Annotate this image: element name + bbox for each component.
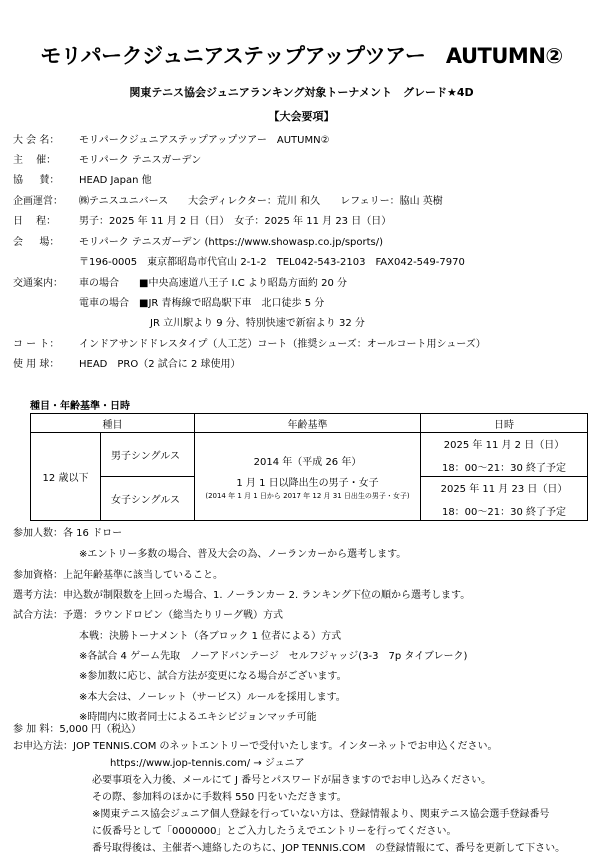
- info-org-row: [13, 192, 443, 207]
- event-cell: 男子シングルス: [101, 433, 195, 477]
- table-caption: 種目・年齢基準・日時: [30, 401, 130, 412]
- age-note: (2014 年 1 月 1 日から 2017 年 12 月 31 日出生の男子・女子): [205, 491, 410, 500]
- info-access-row: [13, 274, 347, 289]
- info-value: ㈱テニスユニバース 大会ディレクター：荒川 和久 レフェリー：脇山 英樹: [79, 196, 443, 207]
- info-venue-row: [13, 233, 383, 248]
- date-line: 2025 年 11 月 2 日（日）: [443, 439, 565, 451]
- age-criteria-cell: [195, 433, 421, 521]
- table-row: [31, 433, 588, 477]
- detail-format-row: [13, 606, 283, 621]
- detail-value: 予選：ラウンドロビン（総当たりリーグ戦）方式: [63, 610, 283, 621]
- count-note: ※エントリー多数の場合、普及大会の為、ノーランカーから選考します。: [79, 549, 407, 560]
- detail-label: 参加人数：: [13, 528, 63, 539]
- table-header: 年齢基準: [195, 414, 421, 433]
- detail-count-row: [13, 524, 122, 539]
- info-value: 男子：2025 年 11 月 2 日（日） 女子：2025 年 11 月 23 日（日）: [79, 216, 392, 227]
- info-court-row: [13, 335, 486, 350]
- schedule-table: [30, 413, 588, 521]
- time-line: 18：00～21：30 終了予定: [441, 462, 567, 474]
- info-label: コ ー ト：: [13, 339, 60, 350]
- info-value: 車の場合 ■中央高速道八王子 I.C より昭島方面約 20 分: [79, 278, 347, 289]
- date-cell: [421, 477, 588, 521]
- detail-label: お申込方法：: [13, 741, 73, 752]
- info-ball-row: [13, 355, 241, 370]
- apply-step-1: 必要事項を入力後、メールにて J 番号とパスワードが届きますのでお申し込みください。: [92, 775, 492, 786]
- age-group-cell: 12 歳以下: [31, 433, 101, 521]
- format-note-3: ※本大会は、ノーレット（サービス）ルールを採用します。: [79, 692, 346, 703]
- page-title: モリパークジュニアステップアップツアー AUTUMN②: [40, 44, 563, 68]
- age-line-1: 2014 年（平成 26 年）: [253, 456, 362, 468]
- detail-value: JOP TENNIS.COM のネットエントリーで受付いたします。インターネットでお申込ください。: [73, 741, 498, 752]
- apply-step-4: に仮番号として「0000000」とご入力したうえでエントリーを行ってください。: [92, 826, 457, 837]
- date-line: 2025 年 11 月 23 日（日）: [440, 483, 568, 495]
- info-label: 使 用 球：: [13, 359, 60, 370]
- info-sponsor-row: [13, 171, 152, 186]
- section-heading: 【大会要項】: [268, 110, 335, 123]
- detail-qual-row: [13, 566, 223, 581]
- detail-fee-row: [13, 720, 141, 735]
- detail-label: 選考方法：: [13, 590, 63, 601]
- info-value: インドアサンドドレスタイプ（人工芝）コート（推奨シューズ：オールコート用シューズ）: [79, 339, 486, 350]
- detail-label: 試合方法：: [13, 610, 63, 621]
- apply-step-2: その際、参加料のほかに手数料 550 円をいただきます。: [92, 792, 347, 803]
- table-header: 種目: [31, 414, 195, 433]
- detail-value: 上記年齢基準に該当していること。: [63, 570, 223, 581]
- info-value: モリパークジュニアステップアップツアー AUTUMN②: [79, 135, 330, 146]
- info-value: モリパーク テニスガーデン (https://www.showasp.co.jp/sports/): [79, 237, 384, 248]
- info-date-row: [13, 212, 391, 227]
- venue-address: 〒196-0005 東京都昭島市代官山 2-1-2 TEL042-543-2103 FAX042-549-7970: [79, 257, 465, 268]
- info-label: 企画運営：: [13, 196, 63, 207]
- detail-select-row: [13, 586, 470, 601]
- age-line-2: 1 月 1 日以降出生の男子・女子: [236, 477, 379, 489]
- format-note-1: ※各試合 4 ゲーム先取 ノーアドバンテージ セルフジャッジ(3-3 7p タイブレーク): [79, 651, 468, 662]
- info-label: 協 賛：: [13, 175, 60, 186]
- info-value: モリパーク テニスガーデン: [79, 155, 202, 166]
- time-line: 18：00～21：30 終了予定: [441, 506, 567, 518]
- access-train-2: JR 立川駅より 9 分、特別快速で新宿より 32 分: [150, 318, 365, 329]
- event-cell: 女子シングルス: [101, 477, 195, 521]
- table-header: 日時: [421, 414, 588, 433]
- info-label: 主 催：: [13, 155, 57, 166]
- apply-url: https://www.jop-tennis.com/ → ジュニア: [110, 758, 305, 769]
- detail-value: 5,000 円（税込）: [59, 724, 142, 735]
- apply-step-5: 番号取得後は、主催者へ連絡したのちに、JOP TENNIS.COM の登録情報にて、番号を更新して下さい。: [92, 843, 566, 854]
- detail-value: 申込数が制限数を上回った場合、1. ノーランカー 2. ランキング下位の順から選考します。: [63, 590, 471, 601]
- info-label: 大 会 名：: [13, 135, 60, 146]
- apply-step-3: ※関東テニス協会ジュニア個人登録を行っていない方は、登録情報より、関東テニス協会選手登録番号: [92, 809, 550, 820]
- table-header-row: [31, 414, 588, 433]
- date-cell: [421, 433, 588, 477]
- info-name-row: [13, 131, 330, 146]
- info-label: 交通案内：: [13, 278, 63, 289]
- info-value: HEAD PRO（2 試合に 2 球使用）: [79, 359, 241, 370]
- info-label: 日 程：: [13, 216, 57, 227]
- info-host-row: [13, 151, 201, 166]
- detail-label: 参加資格：: [13, 570, 63, 581]
- info-value: HEAD Japan 他: [79, 175, 152, 186]
- detail-apply-row: [13, 737, 497, 752]
- access-train: 電車の場合 ■JR 青梅線で昭島駅下車 北口徒歩 5 分: [79, 298, 325, 309]
- info-label: 会 場：: [13, 237, 60, 248]
- page-subtitle: 関東テニス協会ジュニアランキング対象トーナメント グレード★4D: [129, 86, 474, 99]
- format-note-2: ※参加数に応じ、試合方法が変更になる場合がございます。: [79, 671, 347, 682]
- format-main: 本戦：決勝トーナメント（各ブロック 1 位者による）方式: [79, 631, 342, 642]
- format-note-4: ※時間内に敗者同士によるエキシビジョンマッチ可能: [79, 712, 317, 723]
- detail-label: 参 加 料：: [13, 724, 60, 735]
- detail-value: 各 16 ドロー: [63, 528, 123, 539]
